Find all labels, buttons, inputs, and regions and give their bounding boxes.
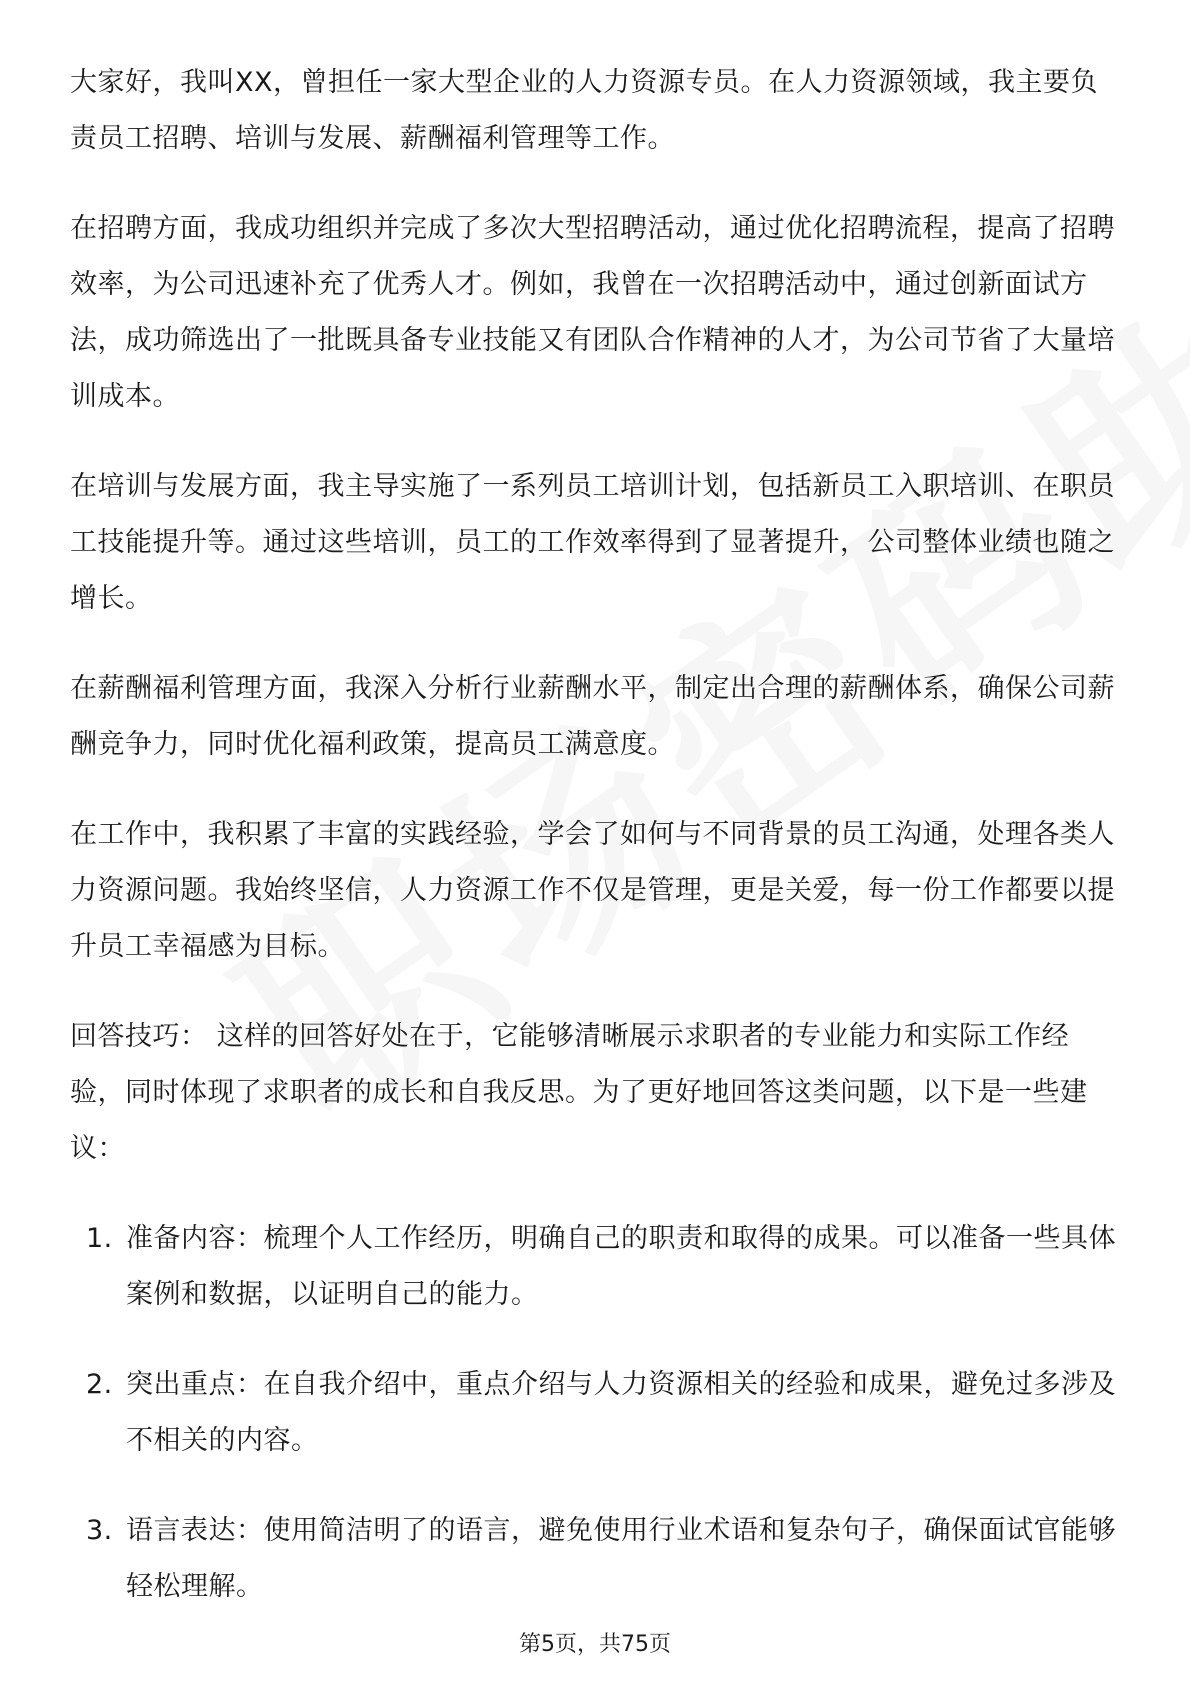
list-item <box>70 1357 1120 1469</box>
list-text: 准备内容：梳理个人工作经历，明确自己的职责和取得的成果。可以准备一些具体案例和数据，以证明自己的能力。 <box>126 1223 1116 1310</box>
list-number: 2. <box>86 1369 113 1400</box>
suggestion-list <box>70 1211 1120 1615</box>
page-footer: 第5页，共75页 <box>519 1632 671 1657</box>
list-text: 突出重点：在自我介绍中，重点介绍与人力资源相关的经验和成果，避免过多涉及不相关的内容。 <box>126 1369 1116 1456</box>
list-number: 3. <box>86 1515 113 1546</box>
paragraph-intro: 大家好，我叫XX，曾担任一家大型企业的人力资源专员。在人力资源领域，我主要负责员工招聘、培训与发展、薪酬福利管理等工作。 <box>70 67 1098 154</box>
paragraph-compensation: 在薪酬福利管理方面，我深入分析行业薪酬水平，制定出合理的薪酬体系，确保公司薪酬竞争力，同时优化福利政策，提高员工满意度。 <box>70 673 1115 760</box>
list-item <box>70 1211 1120 1323</box>
document-body <box>70 55 1120 1649</box>
list-item <box>70 1503 1120 1615</box>
paragraph-recruitment: 在招聘方面，我成功组织并完成了多次大型招聘活动，通过优化招聘流程，提高了招聘效率，为公司迅速补充了优秀人才。例如，我曾在一次招聘活动中，通过创新面试方法，成功筛选出了一批既具备专业技能又有团队合作精神的人才，为公司节省了大量培训成本。 <box>70 213 1115 412</box>
list-text: 语言表达：使用简洁明了的语言，避免使用行业术语和复杂句子，确保面试官能够轻松理解。 <box>126 1515 1116 1602</box>
paragraph-experience: 在工作中，我积累了丰富的实践经验，学会了如何与不同背景的员工沟通，处理各类人力资源问题。我始终坚信，人力资源工作不仅是管理，更是关爱，每一份工作都要以提升员工幸福感为目标。 <box>70 819 1115 962</box>
list-number: 1. <box>86 1223 113 1254</box>
paragraph-training: 在培训与发展方面，我主导实施了一系列员工培训计划，包括新员工入职培训、在职员工技能提升等。通过这些培训，员工的工作效率得到了显著提升，公司整体业绩也随之增长。 <box>70 471 1115 614</box>
paragraph-answer-tips: 回答技巧： 这样的回答好处在于，它能够清晰展示求职者的专业能力和实际工作经验，同时体现了求职者的成长和自我反思。为了更好地回答这类问题，以下是一些建议： <box>70 1021 1088 1164</box>
